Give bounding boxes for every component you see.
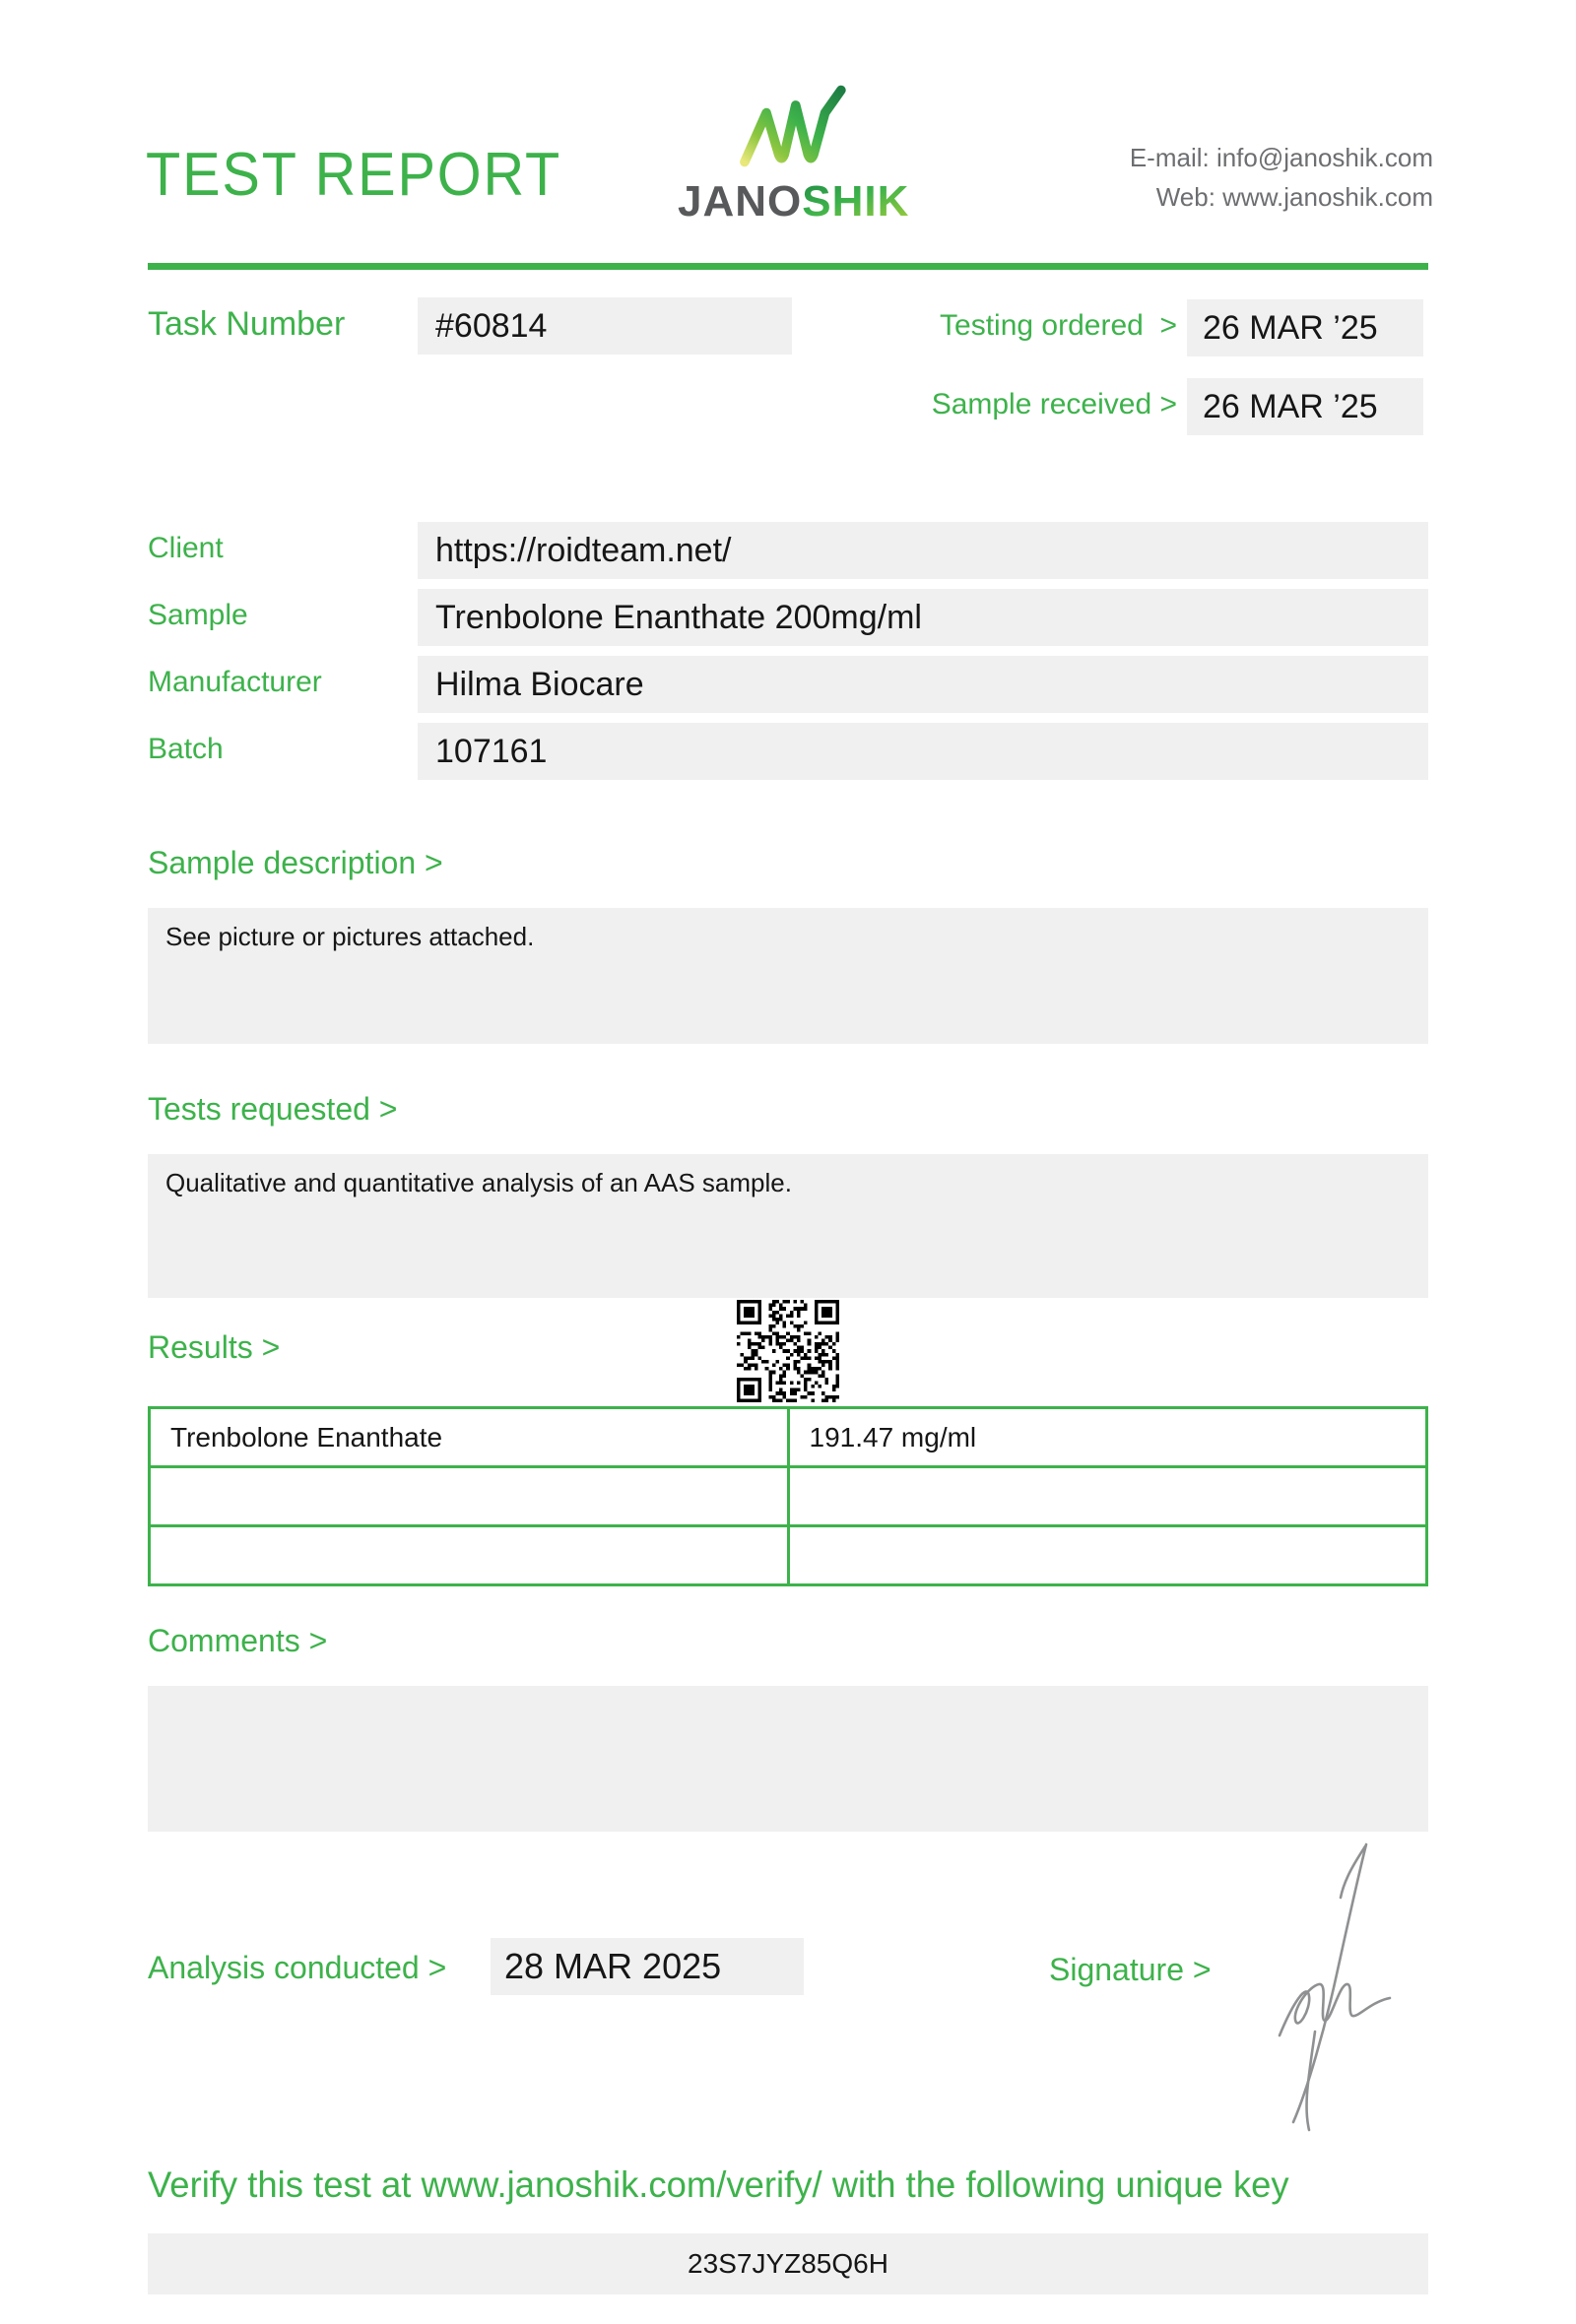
testing-ordered-value: 26 MAR ’25	[1203, 309, 1378, 347]
header-rule	[148, 263, 1428, 270]
sample-box	[418, 589, 1428, 646]
sample-received-value: 26 MAR ’25	[1203, 388, 1378, 425]
sample-description-box	[148, 908, 1428, 1044]
result-analyte-cell	[150, 1467, 789, 1526]
verify-key-box	[148, 2233, 1428, 2294]
client-box	[418, 522, 1428, 579]
contact-email: E-mail: info@janoshik.com	[1129, 143, 1433, 172]
logo-chart-icon	[728, 79, 854, 173]
logo-wordmark-gray: JANO	[678, 177, 803, 226]
sample-label: Sample	[148, 599, 248, 631]
results-heading: Results >	[148, 1329, 281, 1365]
results-row	[150, 1467, 1427, 1526]
task-number-value: #60814	[435, 307, 548, 345]
sample-received-label: Sample received >	[931, 388, 1177, 420]
qr-code	[737, 1300, 839, 1402]
result-analyte-cell	[150, 1526, 789, 1585]
comments-box	[148, 1686, 1428, 1832]
comments-heading: Comments >	[148, 1623, 328, 1658]
manufacturer-box	[418, 656, 1428, 713]
testing-ordered-box	[1187, 299, 1423, 356]
result-analyte-cell: Trenbolone Enanthate	[150, 1408, 789, 1467]
analysis-conducted-box	[491, 1938, 804, 1995]
verify-heading: Verify this test at www.janoshik.com/verify/ with the following unique key	[148, 2164, 1289, 2205]
page-title: TEST REPORT	[146, 141, 562, 209]
tests-requested-heading: Tests requested >	[148, 1091, 398, 1127]
client-label: Client	[148, 532, 224, 564]
manufacturer-label: Manufacturer	[148, 666, 322, 698]
batch-box	[418, 723, 1428, 780]
results-row	[150, 1526, 1427, 1585]
testing-ordered-label: Testing ordered >	[940, 309, 1177, 342]
sample-description-heading: Sample description >	[148, 845, 443, 880]
task-number-box	[418, 297, 792, 355]
verify-key-value: 23S7JYZ85Q6H	[688, 2248, 888, 2279]
contact-block	[1130, 138, 1433, 217]
logo-wordmark	[678, 177, 910, 226]
manufacturer-value: Hilma Biocare	[435, 666, 644, 703]
contact-web: Web: www.janoshik.com	[1155, 182, 1433, 212]
signature-label: Signature >	[1049, 1952, 1212, 1987]
sample-value: Trenbolone Enanthate 200mg/ml	[435, 599, 922, 636]
client-value: https://roidteam.net/	[435, 532, 732, 569]
logo-wordmark-green: SHIK	[802, 177, 910, 226]
analysis-conducted-value: 28 MAR 2025	[504, 1946, 722, 1986]
results-row	[150, 1408, 1427, 1467]
janoshik-logo	[678, 79, 910, 226]
batch-label: Batch	[148, 733, 224, 765]
tests-requested-text: Qualitative and quantitative analysis of an AAS sample.	[165, 1168, 792, 1197]
result-value-cell	[788, 1467, 1427, 1526]
batch-value: 107161	[435, 733, 548, 770]
tests-requested-box	[148, 1154, 1428, 1298]
comments-text	[148, 1686, 1428, 1700]
result-value-cell	[788, 1526, 1427, 1585]
signature-image	[1246, 1827, 1418, 2137]
sample-description-text: See picture or pictures attached.	[165, 922, 535, 951]
results-table	[148, 1406, 1428, 1586]
analysis-conducted-label: Analysis conducted >	[148, 1950, 447, 1985]
sample-received-box	[1187, 378, 1423, 435]
result-value-cell: 191.47 mg/ml	[788, 1408, 1427, 1467]
task-number-label: Task Number	[148, 305, 346, 343]
